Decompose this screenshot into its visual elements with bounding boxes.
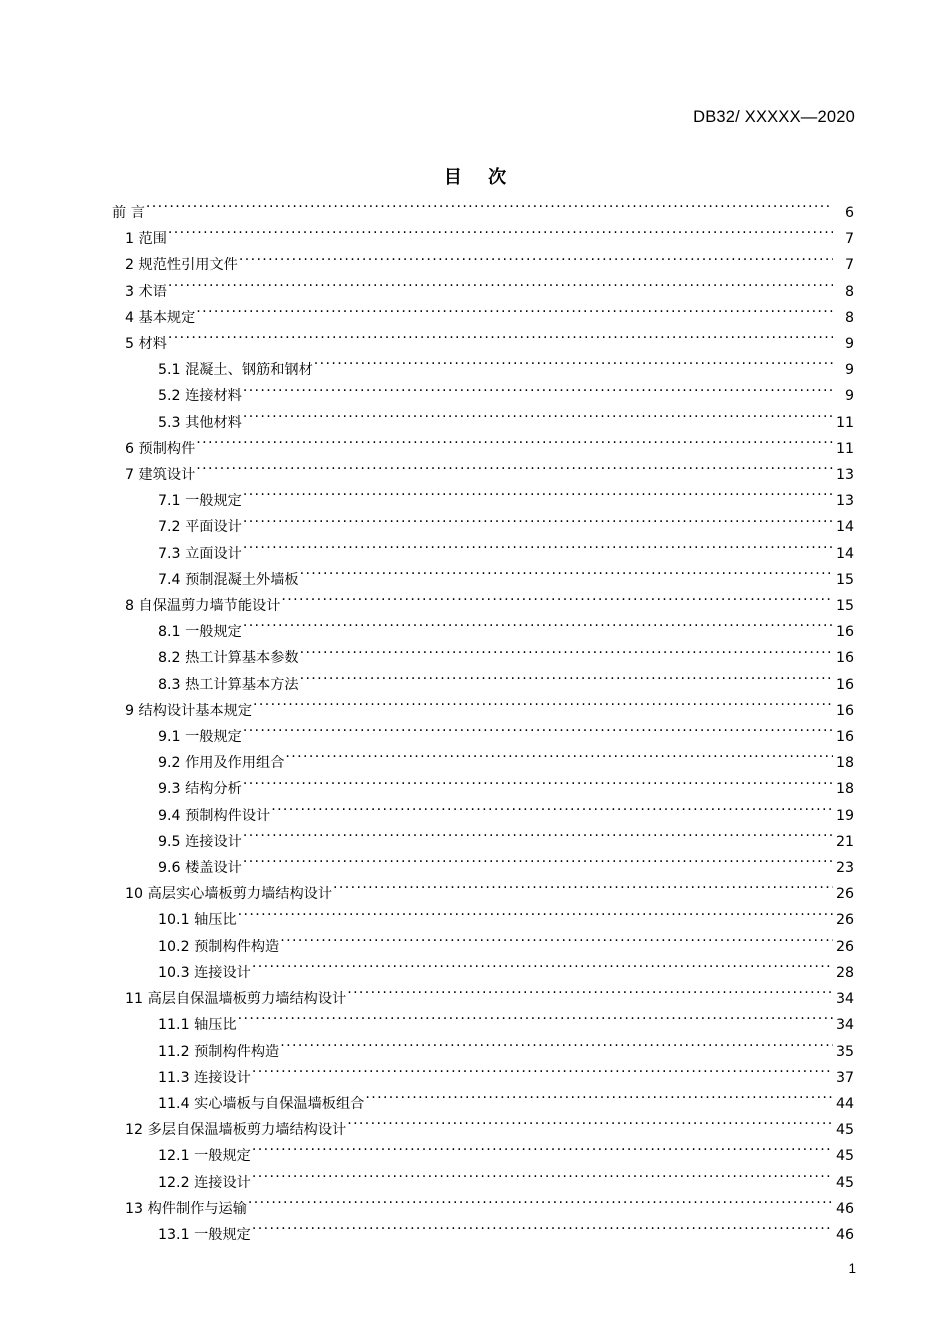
toc-entry-page-number: 18 (835, 781, 854, 798)
toc-entry-label: 11 高层自保温墙板剪力墙结构设计 (125, 991, 347, 1008)
toc-entry-label: 8.1 一般规定 (158, 624, 242, 641)
toc-entry[interactable] (112, 462, 854, 488)
toc-entry-page-number: 45 (835, 1148, 854, 1165)
toc-entry[interactable] (112, 855, 854, 881)
toc-entry-label: 6 预制构件 (125, 440, 196, 457)
toc-leader-dots (280, 1041, 833, 1055)
toc-entry-label: 7 建筑设计 (125, 467, 196, 484)
toc-leader-dots (243, 412, 833, 426)
toc-entry[interactable] (112, 907, 854, 933)
toc-entry[interactable] (112, 436, 854, 462)
toc-leader-dots (168, 334, 833, 348)
toc-entry[interactable] (112, 331, 854, 357)
toc-entry-label: 7.2 平面设计 (158, 519, 242, 536)
toc-entry-page-number: 16 (835, 624, 854, 641)
toc-entry-page-number: 37 (835, 1069, 854, 1086)
toc-entry[interactable] (112, 1170, 854, 1196)
toc-entry-page-number: 46 (835, 1200, 854, 1217)
toc-entry-label: 9.1 一般规定 (158, 729, 242, 746)
toc-leader-dots (252, 1146, 833, 1160)
toc-entry-label: 11.3 连接设计 (158, 1069, 251, 1086)
toc-entry-label: 9 结构设计基本规定 (125, 702, 253, 719)
toc-leader-dots (252, 1068, 833, 1082)
toc-entry-label: 9.3 结构分析 (158, 781, 242, 798)
toc-entry-page-number: 46 (835, 1226, 854, 1243)
toc-entry-page-number: 23 (835, 860, 854, 877)
toc-entry[interactable] (112, 776, 854, 802)
toc-entry-page-number: 8 (844, 283, 854, 300)
toc-leader-dots (196, 308, 833, 322)
toc-entry-page-number: 45 (835, 1174, 854, 1191)
toc-entry-label: 13.1 一般规定 (158, 1226, 251, 1243)
table-of-contents (112, 200, 854, 1248)
toc-leader-dots (347, 989, 833, 1003)
toc-leader-dots (252, 963, 833, 977)
toc-entry[interactable] (112, 541, 854, 567)
toc-leader-dots (243, 832, 833, 846)
toc-entry-label: 10 高层实心墙板剪力墙结构设计 (125, 886, 333, 903)
toc-leader-dots (168, 229, 833, 243)
toc-entry[interactable] (112, 1196, 854, 1222)
toc-entry[interactable] (112, 1143, 854, 1169)
toc-entry-label: 12.2 连接设计 (158, 1174, 251, 1191)
toc-entry-page-number: 35 (835, 1043, 854, 1060)
toc-entry-label: 8.2 热工计算基本参数 (158, 650, 299, 667)
toc-entry-page-number: 15 (835, 571, 854, 588)
toc-leader-dots (252, 1225, 833, 1239)
toc-leader-dots (168, 281, 833, 295)
toc-leader-dots (252, 1172, 833, 1186)
toc-entry-page-number: 19 (835, 807, 854, 824)
toc-entry-label: 10.3 连接设计 (158, 964, 251, 981)
toc-entry[interactable] (112, 279, 854, 305)
toc-entry[interactable] (112, 593, 854, 619)
toc-entry-page-number: 15 (835, 598, 854, 615)
toc-entry[interactable] (112, 1091, 854, 1117)
toc-entry-label: 前 言 (112, 205, 145, 221)
toc-leader-dots (243, 543, 833, 557)
toc-entry-label: 10.1 轴压比 (158, 912, 237, 929)
toc-entry[interactable] (112, 1117, 854, 1143)
toc-entry[interactable] (112, 252, 854, 278)
toc-entry-page-number: 26 (835, 886, 854, 903)
toc-entry-page-number: 9 (844, 388, 854, 405)
toc-entry-label: 10.2 预制构件构造 (158, 938, 280, 955)
toc-entry-page-number: 18 (835, 755, 854, 772)
toc-entry[interactable] (112, 986, 854, 1012)
toc-entry-label: 7.3 立面设计 (158, 545, 242, 562)
toc-entry[interactable] (112, 672, 854, 698)
toc-entry-page-number: 16 (835, 650, 854, 667)
toc-leader-dots (238, 910, 833, 924)
toc-entry-label: 9.5 连接设计 (158, 833, 242, 850)
toc-entry-page-number: 7 (844, 257, 854, 274)
toc-entry-label: 9.6 楼盖设计 (158, 860, 242, 877)
toc-leader-dots (281, 596, 833, 610)
toc-entry[interactable] (112, 567, 854, 593)
toc-entry[interactable] (112, 514, 854, 540)
toc-entry-page-number: 16 (835, 729, 854, 746)
toc-entry-label: 9.2 作用及作用组合 (158, 755, 285, 772)
toc-leader-dots (314, 360, 833, 374)
toc-entry-page-number: 44 (835, 1095, 854, 1112)
toc-entry-label: 11.2 预制构件构造 (158, 1043, 280, 1060)
toc-entry-label: 8.3 热工计算基本方法 (158, 676, 299, 693)
toc-entry[interactable] (112, 645, 854, 671)
toc-entry[interactable] (112, 934, 854, 960)
toc-entry[interactable] (112, 226, 854, 252)
toc-entry[interactable] (112, 200, 854, 226)
toc-entry-label: 5.2 连接材料 (158, 388, 242, 405)
toc-entry[interactable] (112, 357, 854, 383)
toc-entry-label: 7.1 一般规定 (158, 493, 242, 510)
toc-entry-page-number: 28 (835, 964, 854, 981)
toc-entry[interactable] (112, 803, 854, 829)
toc-entry-label: 4 基本规定 (125, 309, 196, 326)
toc-entry[interactable] (112, 750, 854, 776)
toc-leader-dots (365, 1094, 833, 1108)
toc-leader-dots (196, 465, 833, 479)
toc-leader-dots (239, 255, 833, 269)
toc-entry-page-number: 9 (844, 362, 854, 379)
toc-entry-page-number: 21 (835, 833, 854, 850)
toc-leader-dots (300, 570, 833, 584)
toc-entry-label: 5.3 其他材料 (158, 414, 242, 431)
toc-entry-label: 11.1 轴压比 (158, 1017, 237, 1034)
toc-entry-page-number: 16 (835, 676, 854, 693)
toc-entry[interactable] (112, 305, 854, 331)
toc-entry[interactable] (112, 488, 854, 514)
toc-entry-page-number: 8 (844, 309, 854, 326)
toc-entry[interactable] (112, 698, 854, 724)
toc-entry-label: 3 术语 (125, 283, 167, 300)
toc-leader-dots (243, 491, 833, 505)
footer-page-number: 1 (848, 1261, 856, 1276)
toc-entry-page-number: 11 (835, 440, 854, 457)
toc-leader-dots (333, 884, 833, 898)
toc-entry[interactable] (112, 383, 854, 409)
toc-entry-label: 9.4 预制构件设计 (158, 807, 271, 824)
toc-entry-page-number: 34 (835, 991, 854, 1008)
toc-leader-dots (253, 701, 833, 715)
toc-entry-label: 5.1 混凝土、钢筋和钢材 (158, 362, 313, 379)
toc-entry[interactable] (112, 724, 854, 750)
toc-leader-dots (243, 858, 833, 872)
toc-leader-dots (280, 937, 833, 951)
toc-entry[interactable] (112, 1012, 854, 1038)
page-header-standard-code: DB32/ XXXXX—2020 (693, 108, 855, 126)
toc-entry-page-number: 45 (835, 1122, 854, 1139)
toc-entry-label: 8 自保温剪力墙节能设计 (125, 598, 281, 615)
toc-entry-label: 13 构件制作与运输 (125, 1200, 247, 1217)
toc-entry-page-number: 26 (835, 938, 854, 955)
toc-entry-label: 11.4 实心墙板与自保温墙板组合 (158, 1095, 365, 1112)
toc-entry-label: 12 多层自保温墙板剪力墙结构设计 (125, 1122, 347, 1139)
toc-leader-dots (300, 674, 833, 688)
toc-entry-page-number: 26 (835, 912, 854, 929)
toc-entry[interactable] (112, 881, 854, 907)
toc-entry-page-number: 9 (844, 336, 854, 353)
toc-entry[interactable] (112, 1039, 854, 1065)
toc-leader-dots (243, 779, 833, 793)
toc-entry[interactable] (112, 410, 854, 436)
toc-entry-label: 5 材料 (125, 336, 167, 353)
toc-entry-label: 2 规范性引用文件 (125, 257, 238, 274)
toc-entry[interactable] (112, 1065, 854, 1091)
toc-entry-label: 12.1 一般规定 (158, 1148, 251, 1165)
toc-leader-dots (196, 439, 833, 453)
toc-entry[interactable] (112, 1222, 854, 1248)
toc-leader-dots (271, 805, 833, 819)
toc-entry-label: 1 范围 (125, 231, 167, 248)
toc-entry-page-number: 14 (835, 545, 854, 562)
toc-leader-dots (248, 1199, 833, 1213)
page-title: 目 次 (443, 167, 517, 188)
toc-entry-page-number: 7 (844, 231, 854, 248)
toc-entry-page-number: 14 (835, 519, 854, 536)
toc-leader-dots (347, 1120, 833, 1134)
toc-entry-page-number: 34 (835, 1017, 854, 1034)
toc-entry[interactable] (112, 829, 854, 855)
toc-leader-dots (285, 753, 833, 767)
toc-leader-dots (146, 203, 833, 217)
toc-leader-dots (238, 1015, 833, 1029)
toc-leader-dots (243, 727, 833, 741)
toc-entry-page-number: 16 (835, 702, 854, 719)
toc-entry[interactable] (112, 619, 854, 645)
toc-entry-label: 7.4 预制混凝土外墙板 (158, 571, 299, 588)
toc-leader-dots (300, 648, 833, 662)
toc-entry-page-number: 11 (835, 414, 854, 431)
toc-entry-page-number: 6 (844, 205, 854, 221)
toc-entry[interactable] (112, 960, 854, 986)
toc-leader-dots (243, 517, 833, 531)
toc-entry-page-number: 13 (835, 467, 854, 484)
toc-leader-dots (243, 622, 833, 636)
toc-entry-page-number: 13 (835, 493, 854, 510)
toc-leader-dots (243, 386, 833, 400)
